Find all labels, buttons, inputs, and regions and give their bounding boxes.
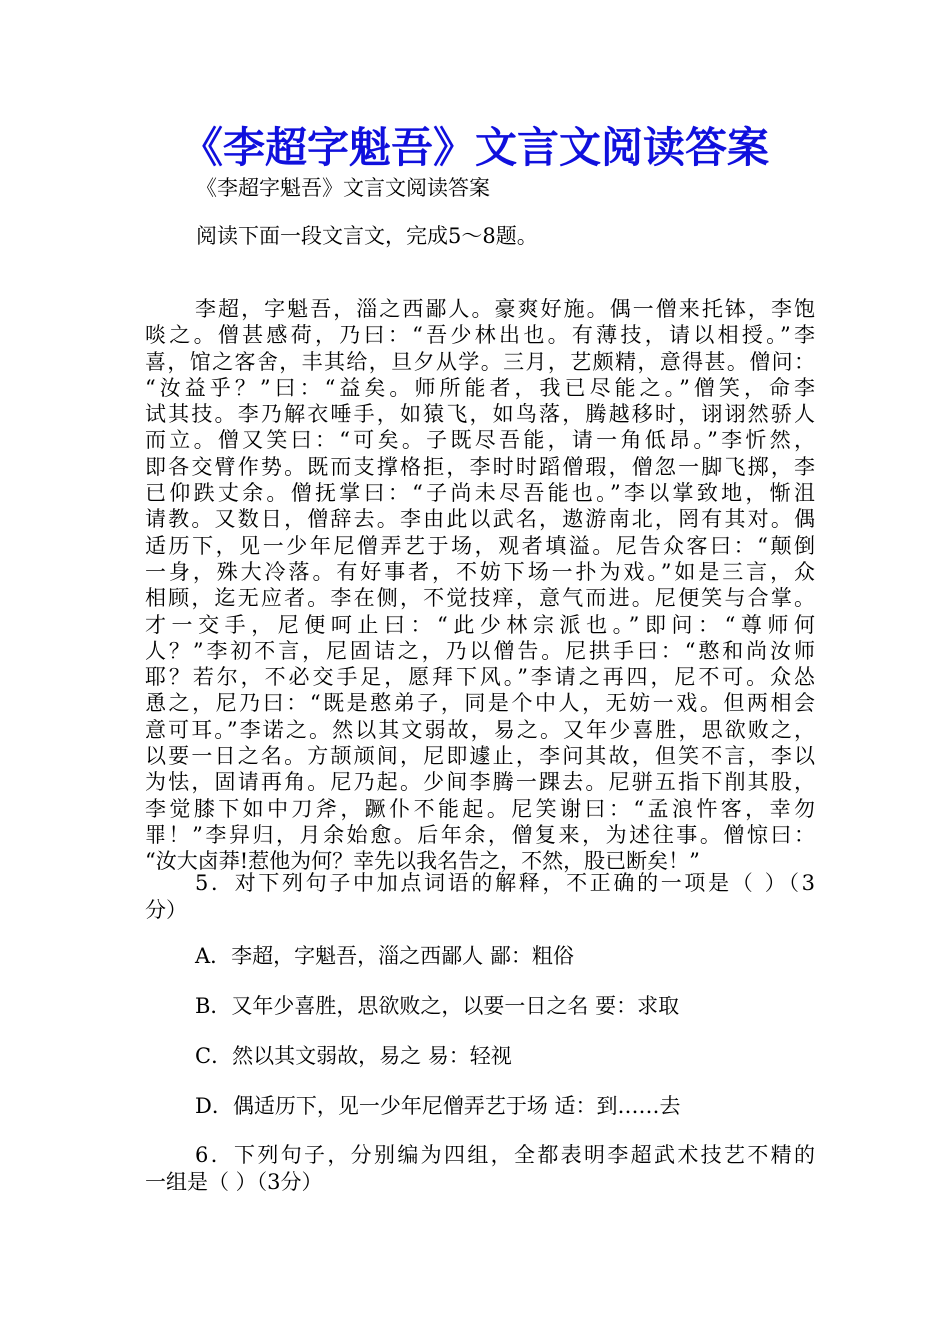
question-5-text: 5．对下列句子中加点词语的解释，不正确的一项是（ ）（3 <box>195 871 815 895</box>
question-6 <box>145 1142 815 1196</box>
option-a: A．李超，字魁吾，淄之西鄙人 鄙：粗俗 <box>195 944 574 968</box>
passage-line: 意可耳。”李诺之。然以其文弱故，易之。又年少喜胜，思欲败之， <box>145 717 815 742</box>
document-title: 《李超字魁吾》文言文阅读答案 <box>180 123 769 172</box>
question-6-text: 6．下列句子，分别编为四组，全都表明李超武术技艺不精的 <box>195 1143 815 1167</box>
passage-line: 罪！”李舁归，月余始愈。后年余，僧复来，为述往事。僧惊曰： <box>145 822 815 847</box>
reading-instruction: 阅读下面一段文言文，完成5～8题。 <box>196 224 538 248</box>
passage-line: 喜，馆之客舍，丰其给，旦夕从学。三月，艺颇精，意得甚。僧问： <box>145 349 815 374</box>
question-6-text-cont: 一组是（ ）（3分） <box>145 1170 323 1194</box>
passage-line: 才一交手，尼便呵止曰：“此少林宗派也。”即问：“尊师何 <box>145 612 815 637</box>
question-5-text-cont: 分） <box>145 898 187 922</box>
passage-line: 为怯，固请再角。尼乃起。少间李腾一踝去。尼骈五指下削其股， <box>145 770 815 795</box>
passage-line: “汝益乎？”曰：“益矣。师所能者，我已尽能之。”僧笑，命李 <box>145 375 815 400</box>
passage-line: 请教。又数日，僧辞去。李由此以武名，遨游南北，罔有其对。偶 <box>145 507 815 532</box>
passage-line: 以要一日之名。方颉颃间，尼即遽止，李问其故，但笑不言，李以 <box>145 744 815 769</box>
passage-line: 相顾，迄无应者。李在侧，不觉技痒，意气而进。尼便笑与合掌。 <box>145 586 815 611</box>
option-d: D．偶适历下，见一少年尼僧弄艺于场 适：到……去 <box>195 1094 681 1118</box>
passage-line: 李觉膝下如中刀斧，蹶仆不能起。尼笑谢曰：“孟浪忤客，幸勿 <box>145 796 815 821</box>
passage-line: 啖之。僧甚感荷，乃曰：“吾少林出也。有薄技，请以相授。”李 <box>145 323 815 348</box>
document-subtitle: 《李超字魁吾》文言文阅读答案 <box>196 176 490 200</box>
question-5 <box>145 870 815 924</box>
passage-line: 恿之，尼乃曰：“既是憨弟子，同是个中人，无妨一戏。但两相会 <box>145 691 815 716</box>
passage-line: 一身，殊大冷落。有好事者，不妨下场一扑为戏。”如是三言，众 <box>145 559 815 584</box>
passage-line: 已仰跌丈余。僧抚掌曰：“子尚未尽吾能也。”李以掌致地，惭沮 <box>145 481 815 506</box>
passage-line: 人？”李初不言，尼固诘之，乃以僧告。尼拱手曰：“憨和尚汝师 <box>145 638 815 663</box>
passage-line: 耶？若尔，不必交手足，愿拜下风。”李请之再四，尼不可。众怂 <box>145 665 815 690</box>
passage-line: “汝大卤莽!惹他为何？幸先以我名告之，不然，股已断矣！” <box>145 849 700 874</box>
passage-line: 而立。僧又笑曰：“可矣。子既尽吾能，请一角低昂。”李忻然， <box>145 428 815 453</box>
passage-line: 李超，字魁吾，淄之西鄙人。豪爽好施。偶一僧来托钵，李饱 <box>195 297 815 321</box>
classical-passage <box>145 296 815 875</box>
passage-line: 适历下，见一少年尼僧弄艺于场，观者填溢。尼告众客曰：“颠倒 <box>145 533 815 558</box>
passage-line: 即各交臂作势。既而支撑格拒，李时时蹈僧瑕，僧忽一脚飞掷，李 <box>145 454 815 479</box>
option-c: C．然以其文弱故，易之 易：轻视 <box>195 1044 512 1068</box>
option-b: B．又年少喜胜，思欲败之，以要一日之名 要：求取 <box>195 994 680 1018</box>
passage-line: 试其技。李乃解衣唾手，如猿飞，如鸟落，腾越移时，诩诩然骄人 <box>145 402 815 427</box>
